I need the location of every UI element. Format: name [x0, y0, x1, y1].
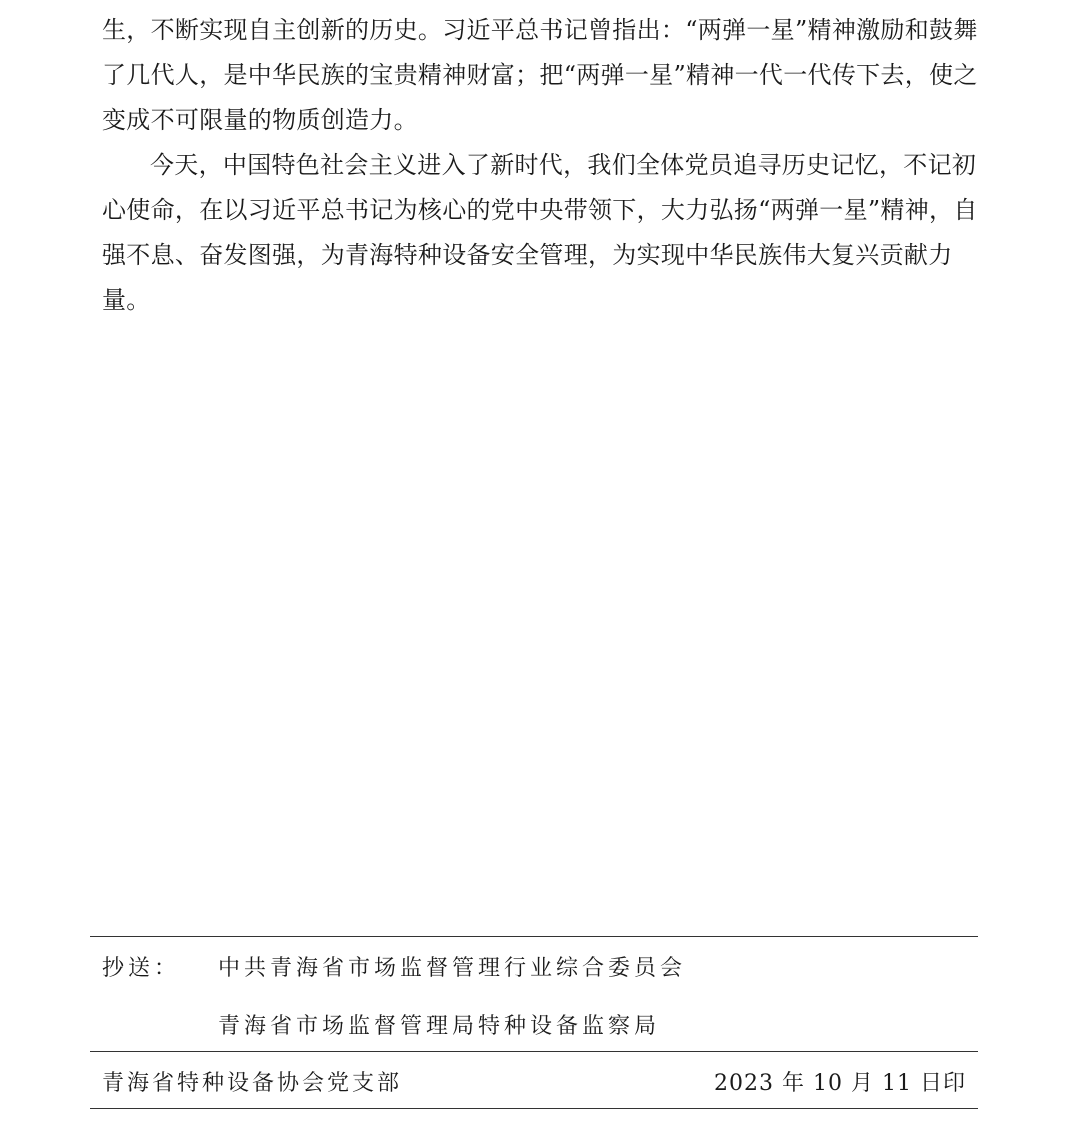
cc-recipient: 青海省市场监督管理局特种设备监察局	[218, 1014, 661, 1039]
cc-label: 抄送：	[102, 956, 181, 981]
paragraph-continuation: 生，不断实现自主创新的历史。习近平总书记曾指出：“两弹一星”精神激励和鼓舞了几代人，是中华民族的宝贵精神财富；把“两弹一星”精神一代一代传下去，使之变成不可限量的物质创造力。	[102, 16, 978, 134]
footer-bottom-rule	[90, 1108, 978, 1109]
print-date: 2023 年 10 月 11 日印	[714, 1071, 966, 1096]
issuer-name: 青海省特种设备协会党支部	[102, 1071, 403, 1096]
document-body	[102, 8, 988, 323]
issuer-block	[90, 1052, 978, 1108]
paragraph: 今天，中国特色社会主义进入了新时代，我们全体党员追寻历史记忆，不记初心使命，在以习近平总书记为核心的党中央带领下，大力弘扬“两弹一星”精神，自强不息、奋发图强，为青海特种设备安全管理，为实现中华民族伟大复兴贡献力量。	[102, 151, 978, 314]
document-footer	[90, 936, 978, 1109]
cc-block	[90, 937, 978, 1051]
cc-recipient: 中共青海省市场监督管理行业综合委员会	[218, 956, 687, 981]
